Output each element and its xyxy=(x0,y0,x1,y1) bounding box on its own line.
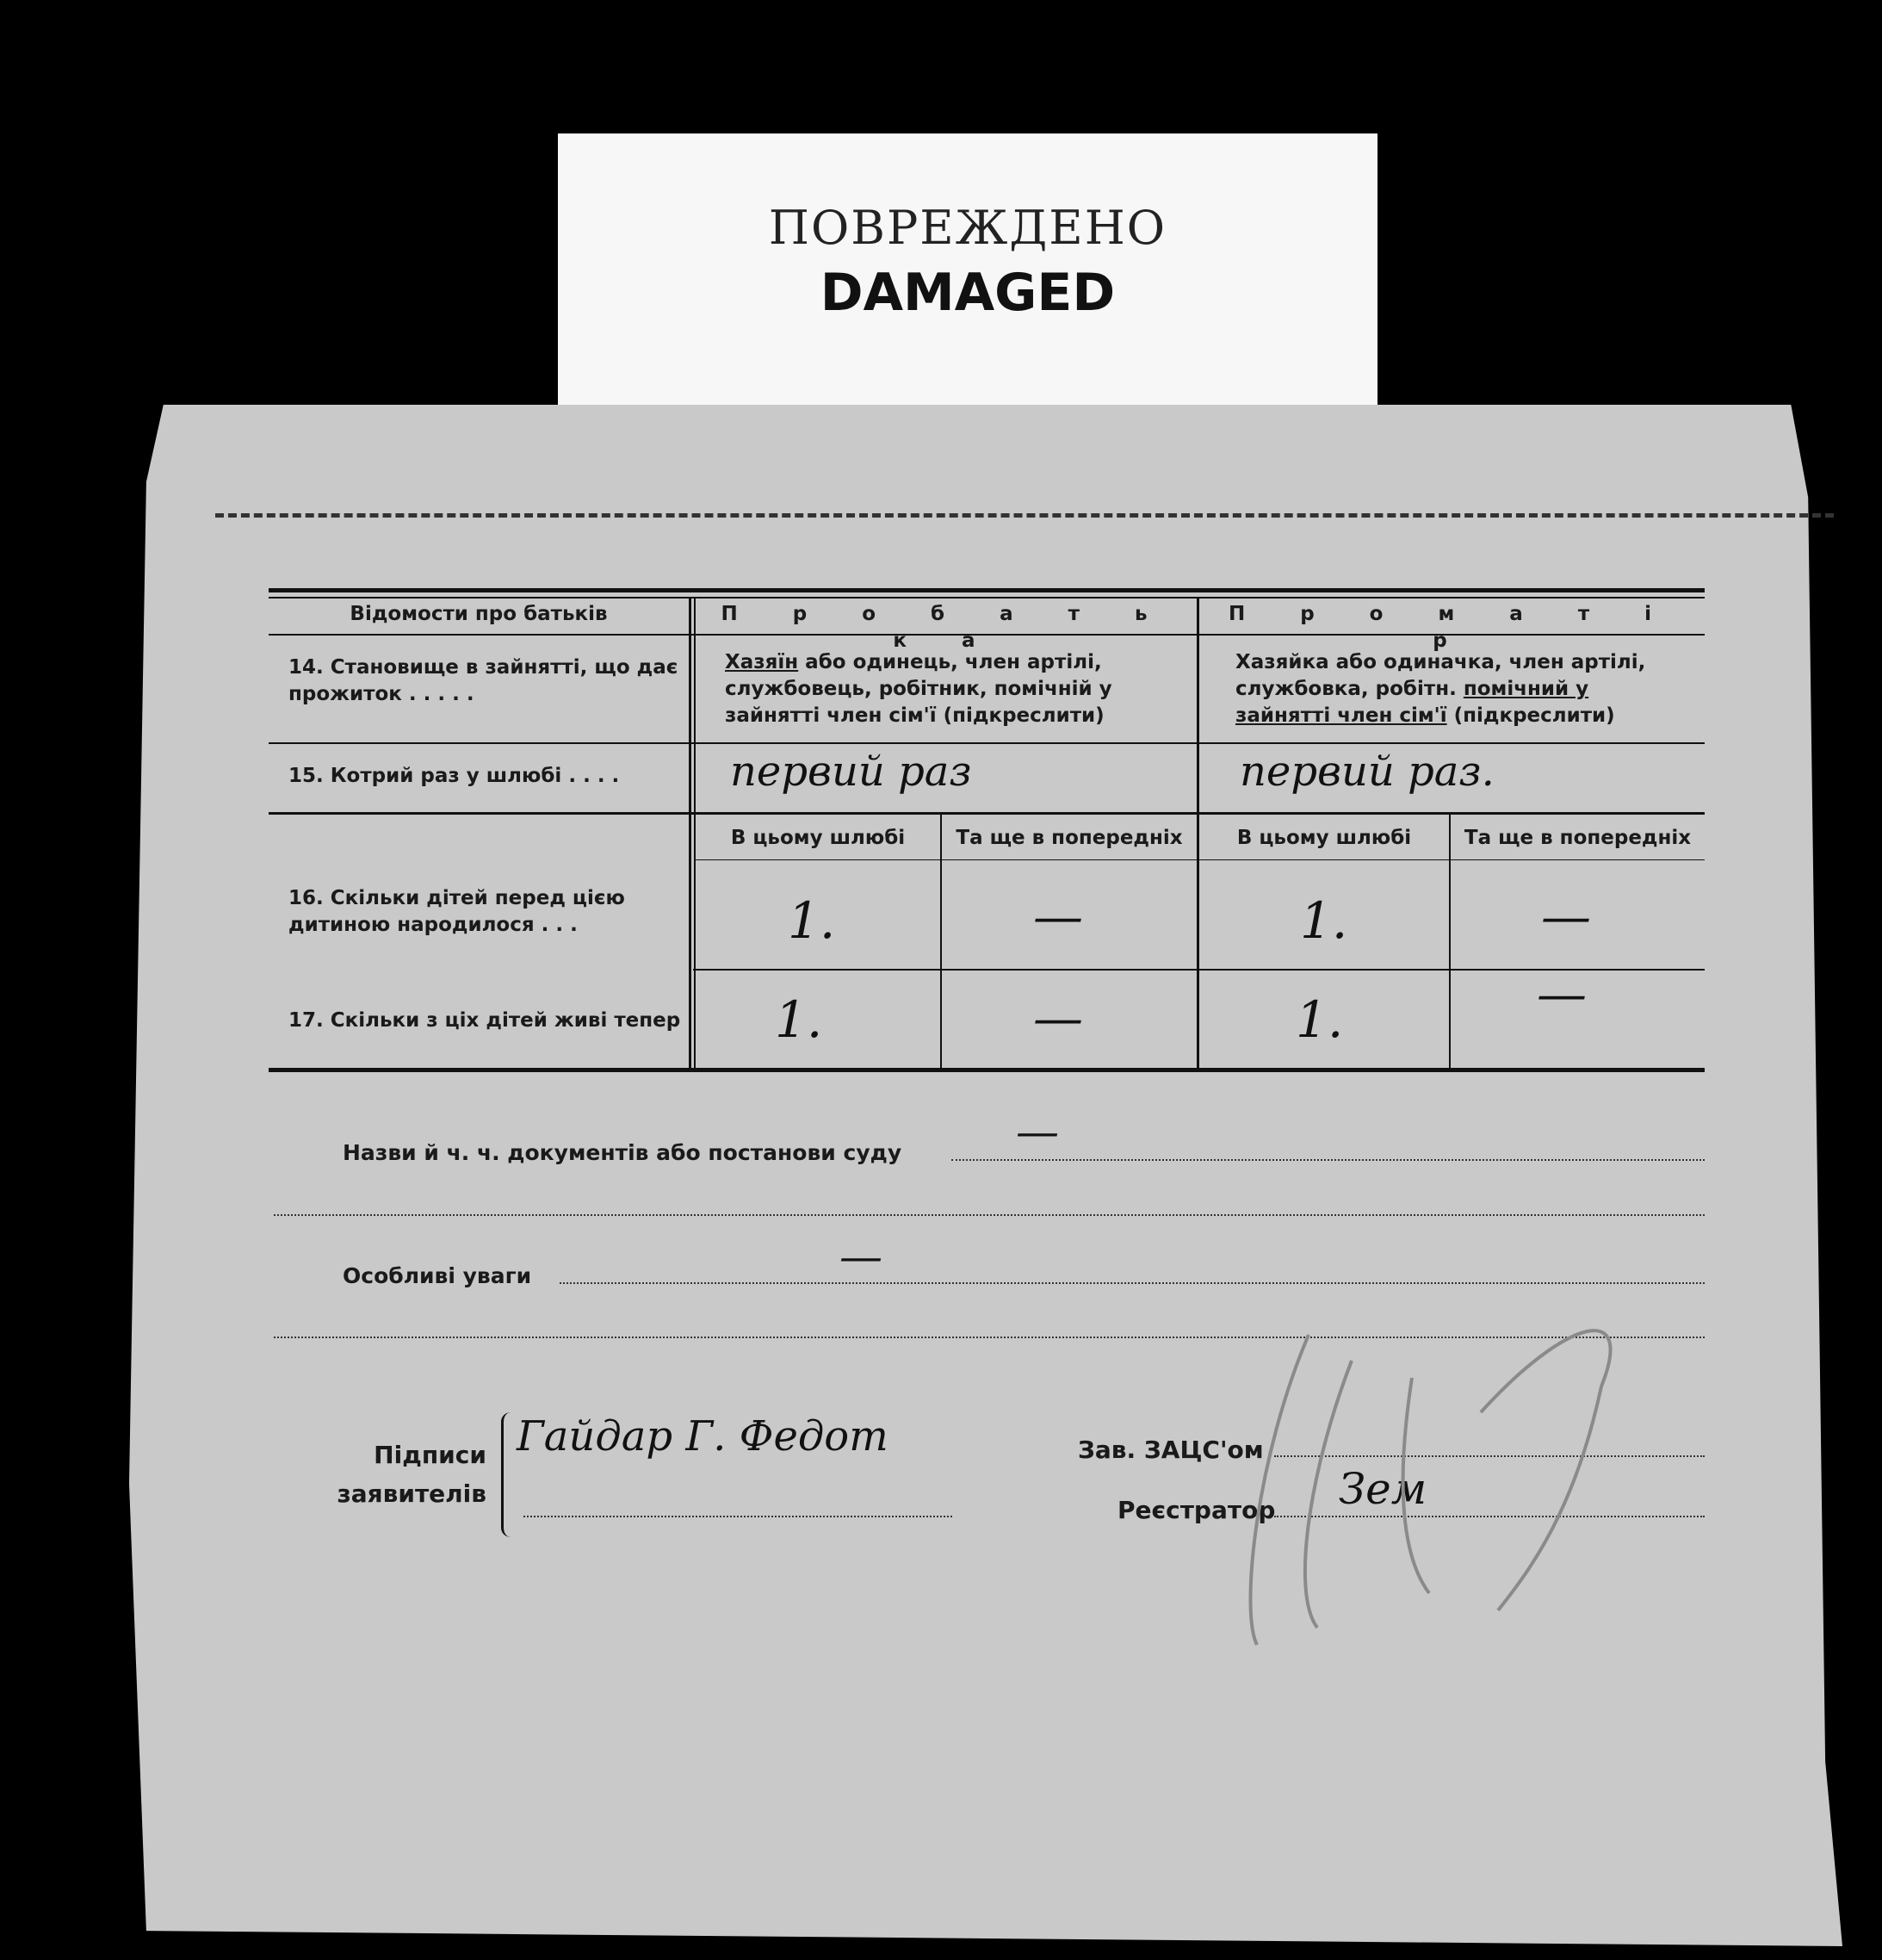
row14-label: 14. Становище в зайнятті, що дає прожиток . . . . . xyxy=(288,656,678,706)
row14-mother-text: Хазяйка або одиначка, член артілі, службовка, робітн. xyxy=(1235,651,1646,701)
row14-mother-underlined: помічний у зайнятті член сім'ї xyxy=(1235,678,1589,728)
registrar-label: Реєстратор xyxy=(1117,1496,1276,1524)
header-mother: П р о м а т і р xyxy=(1228,603,1676,653)
damaged-label-ru: ПОВРЕЖДЕНО xyxy=(768,201,1167,255)
row16-father-this: 1. xyxy=(788,891,836,950)
damaged-label-en: DAMAGED xyxy=(820,263,1116,323)
row14-mother-tail: (підкреслити) xyxy=(1446,704,1615,728)
subheader-father-previous: Та ще в попередніх xyxy=(956,827,1183,849)
remarks-label: Особливі уваги xyxy=(343,1263,532,1288)
documents-line-2 xyxy=(274,1214,1705,1216)
row15-father-handwritten: первий раз xyxy=(730,747,972,796)
applicants-signature: Гайдар Г. Федот xyxy=(517,1412,888,1461)
subheader-father-this: В цьому шлюбі xyxy=(730,827,906,849)
row16-mother-prev: — xyxy=(1541,887,1591,946)
faint-stamp-signature xyxy=(1205,1283,1653,1671)
row17-mother-prev: — xyxy=(1537,964,1587,1023)
row14-father-underlined: Хазяїн xyxy=(725,651,799,673)
row17-father-this: 1. xyxy=(775,990,823,1049)
row14-father-text: або одинець, член артілі, службовець, робітник, помічній у зайнятті член сім'ї (підкреслити) xyxy=(725,651,1112,728)
row17-father-prev: — xyxy=(1033,989,1083,1047)
row14-father xyxy=(725,649,1160,729)
head-label: Зав. ЗАЦС'ом xyxy=(1078,1436,1264,1464)
header-father: П р о б а т ь к а xyxy=(721,603,1172,653)
documents-label: Назви й ч. ч. документів або постанови суду xyxy=(343,1140,902,1165)
applicants-brace xyxy=(501,1412,511,1537)
remarks-value: — xyxy=(839,1231,882,1281)
row15-label: 15. Котрий раз у шлюбі . . . . xyxy=(288,765,620,787)
row17-mother-this: 1. xyxy=(1296,990,1344,1049)
applicants-label: Підписи заявителів xyxy=(337,1441,486,1508)
row15-mother-handwritten: первий раз. xyxy=(1240,747,1495,796)
subheader-mother-previous: Та ще в попередніх xyxy=(1464,827,1692,849)
documents-line xyxy=(951,1159,1705,1161)
applicants-line xyxy=(523,1516,952,1517)
row14-mother xyxy=(1235,649,1673,729)
documents-value: — xyxy=(1016,1107,1059,1157)
row16-father-prev: — xyxy=(1033,887,1083,946)
registrar-signature: Зем xyxy=(1339,1464,1427,1514)
row17-label: 17. Скільки з ціх дітей живі тепер xyxy=(288,1009,681,1032)
subheader-mother-this: В цьому шлюбі xyxy=(1236,827,1412,849)
row16-label: 16. Скільки дітей перед цією дитиною народилося . . . xyxy=(288,887,625,937)
header-parents-info: Відомости про батьків xyxy=(350,603,608,625)
perforation-line xyxy=(215,513,1834,518)
damaged-label-card xyxy=(558,133,1377,413)
row16-mother-this: 1. xyxy=(1300,891,1348,950)
